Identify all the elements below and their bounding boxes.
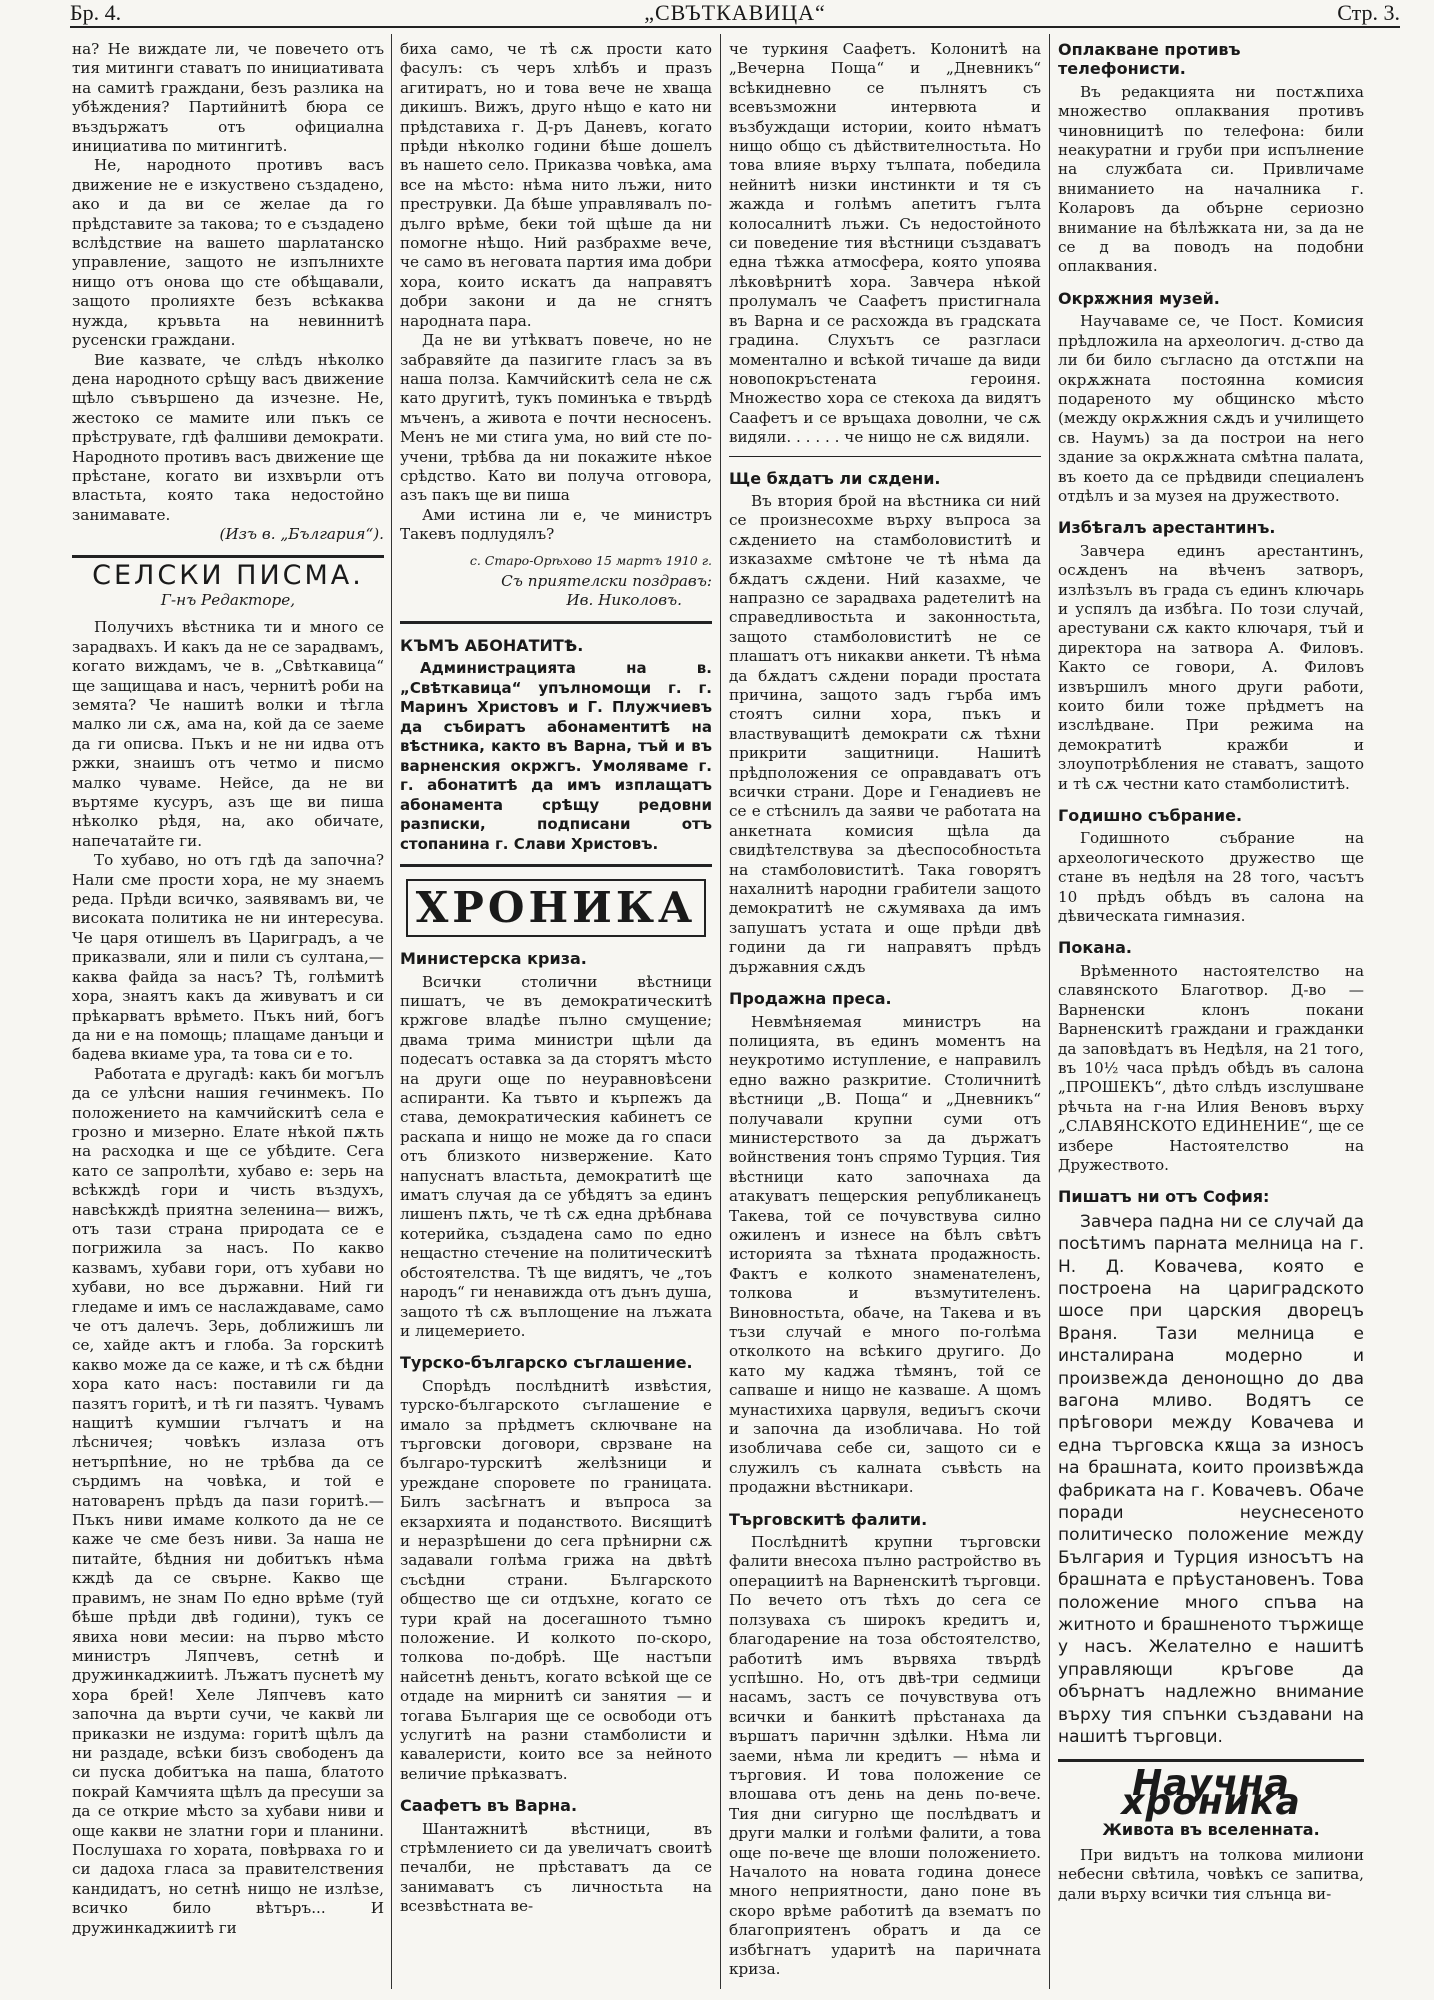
article-paragraph: Научаваме се, че Пост. Комисия прѣдложила на археологич. д-ство да ли би било съгласно да отстѫпи на окрѫжната постоянна комисия подареното му общинско мѣсто (между окрѫжния сѫдъ и училището св. Наумъ) за да построи на него здание за окрѫжната смѣтна палата, въ което да се прѣдвиди специаленъ отдѣлъ и за музея на дружеството.: [1058, 312, 1364, 505]
heading-prisoner: Избѣгалъ арестантинъ.: [1058, 518, 1276, 538]
article-paragraph: Всички столични вѣстници пишатъ, че въ демократическитѣ кржгове владѣе пълно смущение; двама трима министри щѣли да подесатъ оставка за да сторятъ мѣсто на други още по неуравновѣсени аспиранти. Ка тъвто и кърпежъ да става, демократическия кабинетъ се раскапа и нищо не може да го спаси отъ близкото низвержение. Като напуснатъ властьта, демократитѣ ще иматъ случая да се убѣдятъ за единъ лишенъ пѫть, че тѣ сѫ една дрѣбнава котерийка, създадена само по едно нещастно стечение на политическитѣ обстоятелства. Тѣ ще видятъ, че „тоъ народъ“ ги ненавижда отъ дънъ душа, защото тѣ сѫ въплощение на лъжата и лицемерието.: [400, 972, 712, 1340]
article-paragraph: Въ редакцията ни постѫпиха множество оплаквания противъ чиновницитѣ по телефона: били неакуратни и груби при испълнение на службата си. Привличаме вниманието на началника г. Коларовъ да обърне сериозно внимание на бѣлѣжката ни, за да не се д ва поводъ на подобни оплаквания.: [1058, 82, 1364, 276]
article-paragraph: Спорѣдъ послѣднитѣ извѣстия, турско-българското съглашение е имало за прѣдметъ сключване на търговски договори, сврзване на българо-турскитѣ желѣзници и уреждане споровете по границата. Билъ засѣгнатъ и въпроса за екзархията и поданството. Висящитѣ и неразрѣшени до сега прѣнирни сѫ задавали голѣма грижа на двѣтѣ съсѣдни страни. Българското общество ще си отдъхне, когато се тури край на досегашното тъмно положение. И колкото по-скоро, толкова по-добрѣ. Ще настъпи найсетнѣ деньтъ, когато всѣкой ще се отдаде на мирнитѣ си занятия — и тогава България ще се освободи отъ услугитѣ на разни стамболисти и кавалеристи, които все за нейното величие прѣказватъ.: [400, 1376, 712, 1783]
section-rule: [72, 555, 384, 558]
section-rule: [400, 621, 712, 624]
article-paragraph: При видътъ на толкова милиони небесни свѣтила, човѣкъ се запитва, дали върху всички тия слънца ви-: [1058, 1845, 1364, 1903]
subscribers-notice: [400, 659, 712, 854]
article-paragraph: Послѣднитѣ крупни търговски фалити внесоха пълно растройство въ операциитѣ на Варненскитѣ търговци. По вечето отъ тѣхъ до сега се ползуваха съ широкъ кредитъ и, благодарение на тоза обстоятелство, работитѣ имъ вървяха твърдѣ успѣшно. Но, отъ двѣ-три седмици насамъ, застъ се почувствува отъ всички и банкитѣ прѣстанаха да вършатъ паричнн здѣлки. Нѣма ли заеми, нѣма ли кредитъ — нѣма и търговия. И това положение се влошава отъ день на день по-вече. Тия дни сигурно ще послѣдватъ и други малки и голѣми фалити, а това още по-вече ще влоши положението. Началото на новата година донесе много неприятности, дано поне въ скоро врѣме работитѣ да взематъ по благоприятенъ обратъ и да се избѣгнатъ ударитѣ на паричната криза.: [729, 1533, 1041, 1978]
section-rule: [400, 864, 712, 867]
article-paragraph: на? Не виждате ли, че повечето отъ тия митинги ставатъ по инициативата на самитѣ граждани, безъ разлика на убѣждения? Партийнитѣ бюра се въздържатъ отъ официална инициатива по митингитѣ.: [72, 40, 384, 156]
article-paragraph: Годишното събрание на археологическото дружество ще стане въ недѣля на 28 того, часътъ 10 прѣдъ обѣдъ въ салона на дѣвическата гимназия.: [1058, 829, 1364, 926]
letter-paragraph: Ами истина ли е, че министръ Такевъ подлудялъ?: [400, 505, 712, 544]
letter-paragraph: Да не ви утѣкватъ повече, но не забравяйте да пазигите гласъ за въ наша полза. Камчийскитѣ села не сѫ като другитѣ, тукъ поминъка е твърдѣ мъченъ, а живота е почти несносенъ. Менъ не ми стига ума, но вий сте по-учени, трѣбва да ни покажите нѣкое срѣдство. Като ви получа отговора, азъ пакъ ще ви пиша: [400, 331, 712, 505]
article-paragraph: Шантажнитѣ вѣстници, въ стрѣмлението си да увеличатъ своитѣ печалби, не прѣставатъ да се занимаватъ съ личностьта на всезвѣстната ве-: [400, 1819, 712, 1916]
article-paragraph: Врѣменното настоятелство на славянското Благотвор. Д-во — Варненски клонъ покани Варненскитѣ граждани и гражданки да заповѣдатъ въ Недѣля, на 21 того, въ 10½ часа прѣдъ обѣдъ въ салона „ПРОШЕКЪ“, дѣто слѣдъ изслушване рѣчьта на г-на Илия Веновъ върху „СЛАВЯНСКОТО ЕДИНЕНИЕ“, ще се избере Настоятелство на Дружеството.: [1058, 961, 1364, 1174]
section-rule: [729, 456, 1041, 457]
letter-signature: Ив. Николовъ.: [566, 591, 682, 610]
chronicle-heading: ХРОНИКА: [406, 879, 706, 937]
heading-universe: Живота въ вселенната.: [1102, 1820, 1320, 1840]
column-1: [72, 40, 384, 1990]
issue-number: Бр. 4.: [70, 0, 122, 25]
heading-meeting: Годишно събрание.: [1058, 806, 1243, 826]
heading-agreement: Турско-българско съглашение.: [400, 1353, 693, 1373]
heading-press: Продажна преса.: [729, 989, 892, 1009]
article-paragraph: Завчера падна ни се случай да посѣтимъ парната мелница на г. Н. Д. Ковачева, която е построена на цариградското шосе при царския дворецъ Враня. Тази мелница е инсталирана модерно и произвежда денонощно до два вагона мливо. Водятъ се прѣговори между Ковачевa и една търговска кѫща за износъ на брашната, които произвѣжда фабриката на г. Ковачевъ. Обаче поради неуснесеното политическо положение между България и Турция износътъ на брашната е прѣустановенъ. Това положение много спъва на житното и брашненото тържище у насъ. Желателно е нашитѣ управляющи кръгове да обърнатъ надлежно внимание върху тия спънки създавани на нашитѣ търговци.: [1058, 1211, 1364, 1748]
heading-telephone: Оплакване противъ телефонисти.: [1058, 40, 1241, 79]
letter-paragraph: биха само, че тѣ сѫ прости като фасулъ: съ черъ хлѣбъ и празъ агитиратъ, но и това вече не хваща дикишъ. Вижъ, друго нѣщо е като ни прѣдставиха г. Д-ръ Даневъ, когато прѣди нѣколко години бѣше дошелъ въ нашето село. Приказва човѣка, ама все на мѣсто: нѣма нито лъжи, нито преструвки. Да бѣше управлявалъ по-дълго врѣме, беки той щѣше да ни помогне нѣщо. Ний разбрахме вече, че само въ неговата партия има добри хора, които искатъ да направятъ добри закони и да не сгнятъ народната пара.: [400, 40, 712, 330]
science-chronicle-heading: Научна хроника: [1121, 1762, 1301, 1823]
article-paragraph: че туркиня Саафетъ. Колонитѣ на „Вечерна Поща“ и „Дневникъ“ всѣкидневно се пълнятъ съ всевъзможни интервюта и възбуждащи истории, които нѣматъ нищо общо съ дѣйствителностьта. Но това влияе върху тълпата, победила нейнитѣ низки инстинкти и тя съ жажда и голѣмъ апетитъ гълта колосалнитѣ лъжи. Съ недостойното си поведение тия вѣстници създаватъ една тѣжка атмосфера, която упоява лѣковѣрнитѣ хора. Завчера нѣкой пролумалъ че Саафетъ пристигнала въ Варна и се расхожда въ градската градина. Слухътъ се разгласи моментално и всѣкой тичаше да види новопокръстената героиня. Множество хора се стекоха да видятъ Саафетъ и се връщаха доволни, че сѫ видяли. . . . . . че нищо не сѫ видяли.: [729, 40, 1041, 447]
article-paragraph: Невмѣняемая министръ на полицията, въ единъ моментъ на неукротимо иступление, е направилъ едно важно разкритие. Столичнитѣ вѣстници „В. Поща“ и „Дневникъ“ получавали крупни суми отъ министерството за да държатъ войнствения тонъ спрямо Турция. Тия вѣстници като започнаха да атакуватъ пещерския републиканецъ Такева, той се почувствува силно ожиленъ и изнесе на бѣлъ свѣтъ историята за тѣхната продажность. Фактъ е колкото знаменателенъ, толкова и възмутителенъ. Виновностьта, обаче, на Такева и въ тъзи случай е много по-голѣма отколкото на всѣкиго другиго. До като му каджа тѣмянъ, той се сапваше и нищо не казваше. А щомъ мунастихиха царвуля, ведиъгъ скочи и започна да изобличава. Но той изобличава себе си, защото си е служилъ съ калната съвѣсть на продажни вѣстникари.: [729, 1012, 1041, 1497]
article-paragraph: Завчера единъ арестантинъ, осѫденъ на вѣченъ затворъ, излѣзълъ въ града съ единъ ключарь и успялъ да избѣга. По този случай, арестувани сѫ както ключаря, тъй и директора на затвора А. Филовъ. Както се говори, А. Филовъ извършилъ много други работи, които били тоже прѣдметъ на изслѣдване. При режима на демократитѣ кражби и злоупотрѣбления не ставатъ, защото и тѣ сѫ честни като стамболиститѣ.: [1058, 541, 1364, 793]
letter-paragraph: Работата е другадѣ: какъ би могълъ да се улѣсни нашия гечинмекъ. По положението на камчийскитѣ села е грозно и мизерно. Елате нѣкой пѫть на расходка и ще се убѣдите. Сега като се запролѣти, хубаво е: зерь на всѣкждѣ гори и чисть въздухъ, навсѣкждѣ приятна зеленина— вижъ, отъ тази страна природата се е погрижила за насъ. По какво казвамъ, хубави гори, отъ хубави но хубави, но все държавни. Ний ги гледаме и имъ се наслаждаваме, само че отъ далечъ. Зерь, доближишъ ли се, хайде актъ и глоба. За горскитѣ какво може да се каже, и тѣ сѫ бѣдни хора като насъ: поставили ги да пазятъ горитѣ, и тѣ ги пазятъ. Чувамъ нащитѣ кумшии гълчатъ и на лѣсничея; човѣкъ излаза отъ нетърпѣние, но не трѣбва да се сърдимъ на човѣка, и той е натоваренъ прѣдъ да пази горитѣ.— Пъкъ ниви имаме колкото да не се каже че сме безъ ниви. За наша не питайте, бѣдния ни добитъкъ нѣма кждѣ да се свърне. Какво ще правимъ, не знам По едно врѣме (туй бѣше прѣди двѣ години), тукъ се явиха нови месии: на първо мѣсто министръ Ляпчевъ, сетнѣ и дружинкаджиитѣ. Лъжатъ пуснетѣ му хора брей! Хеле Ляпчевъ като започна да върти сучи, че каквѝ ли приказки не издума: горитѣ щѣлъ да ни раздаде, всѣки бизъ свободенъ да си пуска добитъка на паша, блатото покрай Камчията щѣлъ да пресуши за да се открие мѣсто за хубави ниви и още какви не златни гори и планини. Послушаха го хората, повѣрваха го и си дадоха гласа за правителствения кандидатъ, но сетнѣ нищо не излѣзе, всичко било вѣтъръ... И дружинкаджиитѣ ги: [72, 1064, 384, 1937]
notice-text: Администрацията на в. „Свѣткавица“ упълномощи г. г. Маринъ Христовъ и Г. Плужчиевъ да събиратъ абонаментитѣ на вѣстника, както въ Варна, тъй и въ варненския окржгъ. Умоляваме г. г. абонатитѣ да имъ изплащатъ абонамента срѣщу редовни разписки, подписани отъ стопанина г. Слави Христовъ.: [400, 659, 712, 853]
heading-museum: Окрѫжния музей.: [1058, 288, 1220, 308]
article-paragraph: Вие казвате, че слѣдъ нѣколко дена народното срѣщу васъ движение щѣло съвършено да изчезне. Не, жестоко се мамите или пъкъ се прѣструвате, гдѣ фалшиви демократи. Народното противъ васъ движение ще прѣстане, когато ви изхвърли отъ властьта, която така недостойно занимавате.: [72, 350, 384, 524]
column-divider: [720, 34, 721, 1989]
heading-judged: Ще бѫдатъ ли сѫдени.: [729, 468, 941, 488]
column-4: [1058, 40, 1364, 1990]
column-2: [400, 40, 712, 1990]
section-rule: [1058, 1759, 1364, 1762]
article-source: (Изъ в. „България“).: [219, 525, 384, 544]
salutation: Г-нъ Редакторе,: [160, 590, 296, 609]
heading-crisis: Министерска криза.: [400, 949, 587, 969]
newspaper-title: „СВЪТКАВИЦА“: [644, 0, 826, 25]
heading-invite: Покана.: [1058, 938, 1132, 958]
notice-title: КЪМЪ АБОНАТИТѢ.: [400, 635, 584, 655]
letter-regards: Съ приятелски поздравъ:: [501, 571, 712, 590]
page-number: Стр. 3.: [1337, 0, 1400, 25]
letter-paragraph: Получихъ вѣстника ти и много се зарадвахъ. И какъ да не се зарадвамъ, когато виждамъ, че в. „Свѣткавица“ ще защищава и насъ, чернитѣ роби на земята? Че нашитѣ волки и тѣгла малко ли сѫ, ама на, кой да се заеме да ги описва. Пъкъ и не ни идва отъ ржки, знаишъ отъ четмо и писмо малко чуваме. Нейсе, да не ви въртяме кусуръ, азъ ще ви пиша нѣколко рѣдя, на, ако обичате, напечатайте ги.: [72, 618, 384, 850]
section-title-letters: СЕЛСКИ ПИСМА.: [92, 559, 364, 591]
article-paragraph: Не, народното противъ васъ движение не е изкуствено създадено, ако и да ви се желае да го прѣдставите за такова; то е създадено вслѣдствие на вашето шарлатанско управление, защото не изпълнихте нищо отъ онова що сте обѣщавали, защото пролияхте безъ всѣкаква нужда, кръвьта на невиннитѣ русенски граждани.: [72, 156, 384, 350]
letter-paragraph: То хубаво, но отъ гдѣ да започна? Нали сме прости хора, не му знаемъ реда. Прѣди всичко, заявявамъ ви, че високата политика не ни интересува. Че царя отишелъ въ Цариградъ, а че приказвали, яли и пили съ султана,— каква файда за насъ? Тѣ, голѣмитѣ хора, знаятъ какъ да живуватъ и си прѣкарватъ врѣмето. Пъкъ ний, богъ да ни е на помощь; плащаме данъци и бадева вкиаме ура, та това си е то.: [72, 851, 384, 1064]
heading-sofia: Пишатъ ни отъ София:: [1058, 1187, 1270, 1207]
column-divider: [1049, 34, 1050, 1989]
article-paragraph: Въ втория брой на вѣстника си ний се произнесохме върху въпроса за сѫдението на стамболовиститѣ и изказахме смѣтоне че тѣ нѣма да бѫдатъ сѫдени. Ний казахме, че напразно се зарадваха радетелитѣ на справедливостьта и законностьта, защото стамболовиститѣ не се плашатъ отъ никакви анкети. Тѣ нѣма да бѫдатъ сѫдени поради простата причина, защото задъ гърба имъ стоятъ силни хора, пъкъ и властвуващитѣ демократи сѫ тѣхни прикрити защитници. Нашитѣ прѣдположения се оправдаватъ отъ всички страни. Доре и Генадиевъ не се е стѣснилъ да заяви че работата на анкетната комисия щѣла да свидѣтелствува за дѣеспособностьта на стамболовиститѣ. Така говорятъ нахалнитѣ народни грабители защото демократитѣ не сѫумяваха да имъ запушатъ устата и още прѣди двѣ години да ги направятъ прѣдъ държавния сѫдъ: [729, 491, 1041, 976]
column-divider: [391, 34, 392, 1989]
heading-bankruptcies: Търговскитѣ фалити.: [729, 1509, 928, 1529]
page-header: [70, 0, 1400, 28]
heading-safet: Саафетъ въ Варна.: [400, 1796, 578, 1816]
letter-date: с. Старо-Орѣхово 15 мартъ 1910 г.: [469, 552, 712, 568]
column-3: [729, 40, 1041, 1990]
